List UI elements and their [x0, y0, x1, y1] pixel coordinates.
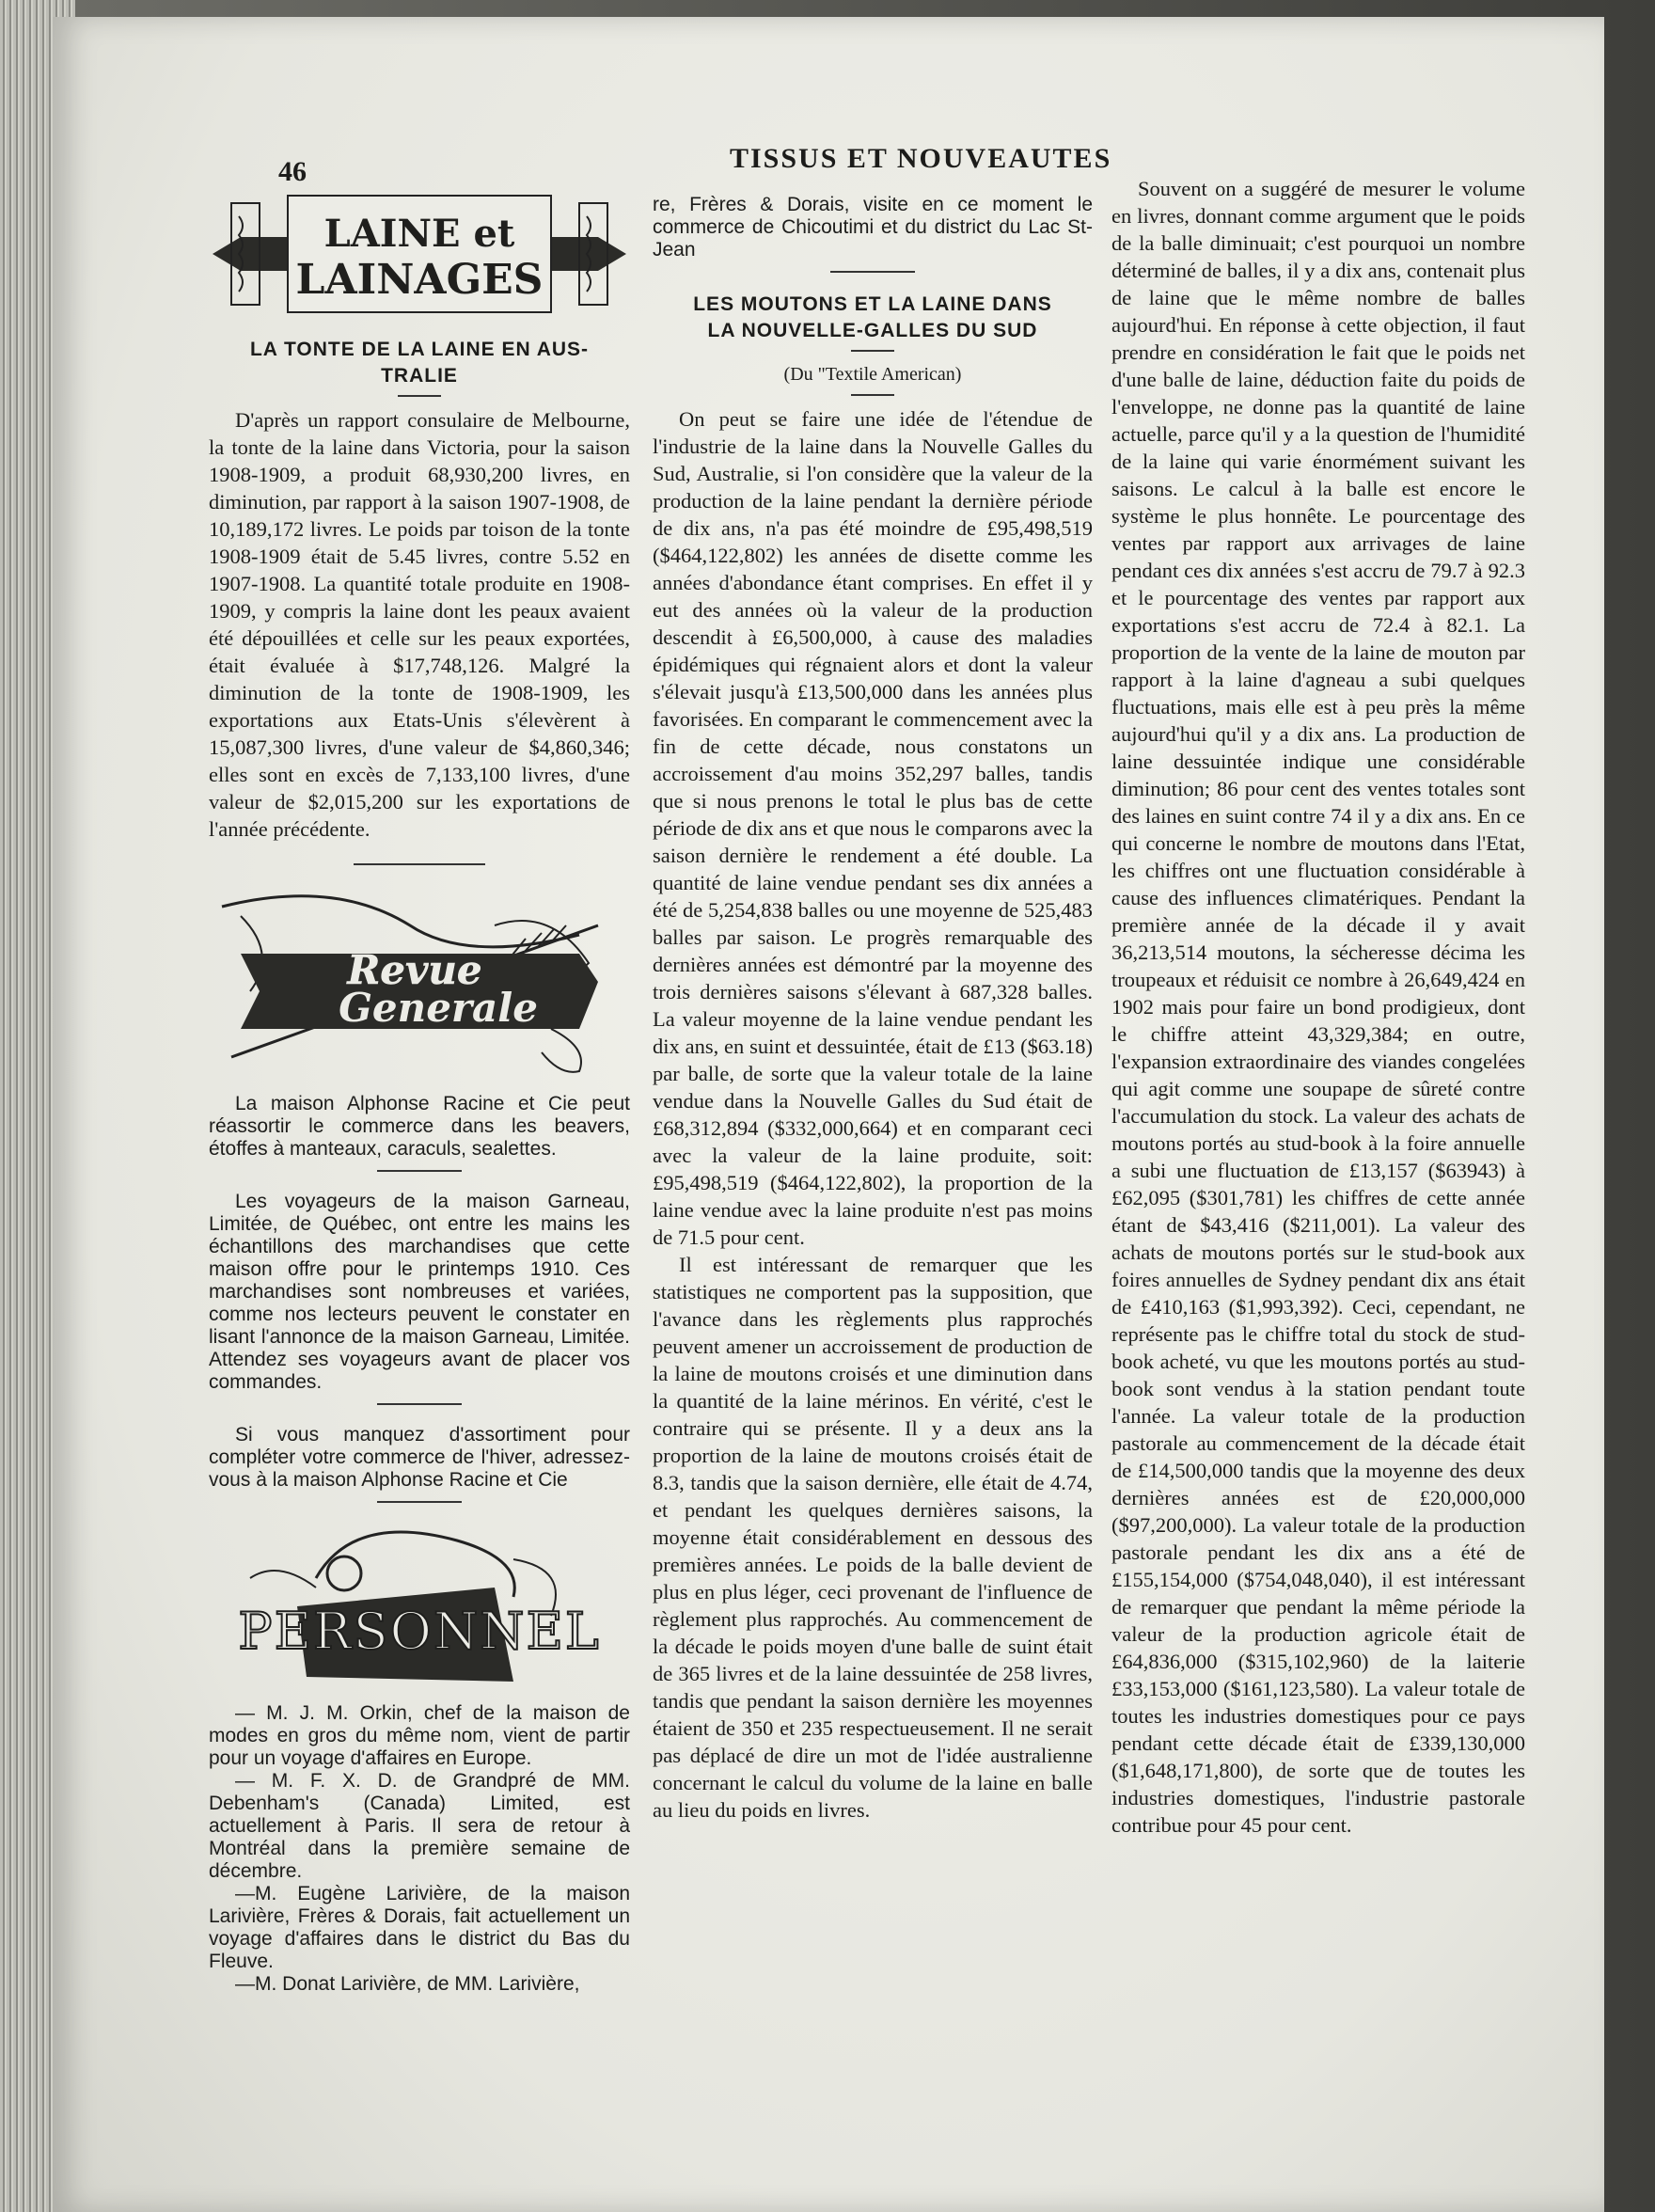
revue-generale-section [209, 1093, 630, 1503]
rule [354, 863, 485, 865]
running-head: TISSUS ET NOUVEAUTES [730, 143, 1112, 174]
personnel-item: —M. Eugène Larivière, de la maison Larivière, Frères & Dorais, fait actuellement un voyage d'affaires dans le district du Bas du Fleuve. [209, 1883, 630, 1972]
revue-item: Si vous manquez d'assortiment pour compléter votre commerce de l'hiver, adressez-vous à la maison Alphonse Racine et Cie [209, 1424, 630, 1491]
continuation-larivière [653, 194, 1093, 261]
rule [851, 394, 894, 396]
banner-laine-line2: LAINAGES [295, 256, 544, 304]
headline-moutons-line2: LA NOUVELLE-GALLES DU SUD [707, 320, 1038, 341]
rule [377, 1403, 462, 1405]
rule [398, 395, 441, 397]
rule [851, 350, 894, 352]
personnel-item: — M. J. M. Orkin, chef de la maison de modes en gros du même nom, vient de partir pour un voyage d'affaires en Europe. [209, 1702, 630, 1769]
rule [377, 1501, 462, 1503]
article-moutons-p3: Souvent on a suggéré de mesurer le volume en livres, donnant comme argument que le poids de la balle diminuait; c'est pourquoi un nombre déterminé de balles, il y a dix ans, contenait plus de laine que le même nombre de balles aujourd'hui. En réponse à cette objection, il faut prendre en considération le fait que le poids net d'une balle de laine, déduction faite du poids de l'enveloppe, ne donne pas la quantité de laine actuelle, parce qu'il y a la question de l'humidité de la laine qui varie énormément suivant les saisons. Le calcul à la balle est encore le système le plus honnête. Le pourcentage des ventes par rapport aux arrivages de laine pendant ces dix années s'est accru de 79.7 à 92.3 et le pourcentage des ventes par rapport aux exportations s'est accru de 72.4 à 82.1. La proportion de la vente de la laine de mouton par rapport à la laine d'agneau a subi quelques fluctuations, mais elle est à peu près la même aujourd'hui qu'il y a dix ans. La production de laine dessuintée indique une considérable diminution; 86 pour cent des ventes totales sont des laines en suint contre 74 il y a dix ans. En ce qui concerne le nombre de moutons dans l'Etat, les chiffres ont une fluctuation considérable à cause des influences climatériques. Pendant la première année de la décade il y avait 36,213,514 moutons, la sécheresse décima les troupeaux et réduisit ce nombre à 26,649,424 en 1902 mais pour faire un bond prodigieux, dont le chiffre atteint 43,329,384; en outre, l'expansion extraordinaire des viandes congelées qui agit comme une soupape de sûreté contre l'accumulation du stock. La valeur des achats de moutons portés au stud-book à la foire annuelle a subi une fluctuation de £13,157 ($63943) à £62,095 ($301,781) les chiffres de cette année étant de $43,416 ($211,001). La valeur des achats de moutons portés sur le stud-book aux foires annuelles de Sydney pendant dix ans était de £410,163 ($1,993,392). Ceci, cependant, ne représente pas le chiffre total du stock de stud-book acheté, vu que les moutons portés au stud-book sont vendus à la station pendant toute l'année. La valeur totale de la production pastorale au commencement de la décade était de £14,500,000 tandis que la moyenne des deux dernières années est de £20,000,000 ($97,200,000). La valeur totale de la production pastorale pendant les dix ans a été de £155,154,000 ($754,048,040), il est intéressant de remarquer que pendant la même période la valeur de la production agricole était de £64,836,000 ($315,102,960) de la laiterie £33,153,000 ($161,123,580). La valeur totale de toutes les industries domestiques pour ce pays pendant cette décade était de £339,130,000 ($1,648,171,800), de sorte que de toutes les industries domestiques, l'industrie pastorale contribue pour 45 pour cent. [1111, 177, 1525, 1837]
column-1 [209, 188, 630, 1996]
personnel-section [209, 1702, 630, 1996]
personnel-banner [213, 1522, 626, 1691]
column-3 [1111, 175, 1525, 1839]
article-moutons-p2: Il est intéressant de remarquer que les statistiques ne comportent pas la supposition, que l'avance dans les règlements plus rapprochés peuvent amener un accroissement de production de la laine de moutons croisés et une diminution dans la quantité de la laine mérinos. En vérité, c'est le contraire qui se présente. Il y a deux ans la proportion de la laine de moutons croisés était de 8.3, tandis que la saison dernière, elle était de 4.74, et pendant les quelques dernières saisons, la moyenne était considérablement en dessous des premières années. Le poids de la balle devient de plus en plus léger, ceci provenant de l'influence de règlement plus rapprochés. Au commencement de la décade le poids moyen d'une balle de suint était de 365 livres et de la laine dessuintée de 258 livres, tandis que pendant la saison dernière les moyennes étaient de 350 et 235 respectueusement. Il ne serait pas déplacé de dire un mot de l'idée australienne concernant le calcul du volume de la laine en balle au lieu du poids en livres. [653, 1253, 1093, 1822]
laine-et-lainages-banner [213, 188, 626, 320]
headline-tonte-line1: LA TONTE DE LA LAINE EN AUS- [249, 339, 590, 360]
article-tonte: D'après un rapport consulaire de Melbourne, la tonte de la laine dans Victoria, pour la saison 1908-1909, a produit 68,930,200 livres, en diminution, par rapport à la saison 1907-1908, de 10,189,172 livres. Le poids par toison de la tonte 1908-1909 était de 5.45 livres, contre 5.52 en 1907-1908. La quantité totale produite en 1908-1909, y compris la laine dont les peaux avaient été dépouillées et celle sur les peaux exportées, était évaluée à $17,748,126. Malgré la diminution de la tonte de 1908-1909, les exportations aux Etats-Unis s'élevèrent à 15,087,300 livres, d'une valeur de $4,860,346; elles sont en excès de 7,133,100 livres, d'une valeur de $2,015,200 sur les exportations de l'année précédente. [209, 408, 630, 841]
headline-moutons-line1: LES MOUTONS ET LA LAINE DANS [693, 293, 1052, 315]
page-number: 46 [278, 156, 307, 187]
article-moutons-p1: On peut se faire une idée de l'étendue de l'industrie de la laine dans la Nouvelle Galles du Sud, Australie, si l'on considère que la valeur de la production de la laine pendant la dernière période de dix ans, n'a pas été moindre de £95,498,519 ($464,122,802) les années de disette comme les années d'abondance étant comprises. En effet il y eut des années où la valeur de la production descendit à £6,500,000, à cause des maladies épidémiques qui régnaient alors et dont la valeur s'élevait jusqu'à £13,500,000 dans les années plus favorisées. En comparant le commencement avec la fin de cette décade, nous constatons un accroissement d'au moins 352,297 balles, tandis que si nous prenons le total le plus bas de cette période de dix ans et que nous le comparons avec la saison dernière le rendement a été double. La quantité de laine vendue pendant ses dix années a été de 5,254,838 balles ou une moyenne de 525,483 balles par saison. Le progrès remarquable des dernières années est démontré par la moyenne des trois dernières saisons s'élevant à 687,328 balles. La valeur moyenne de la laine vendue pendant les dix ans, en suint et dessuintée, était de £13 ($63.18) par balle, de sorte que la valeur totale de la laine vendue dans la Nouvelle Galles du Sud était de £68,312,894 ($332,000,664) et en comparant ceci avec la valeur de la laine produite, soit: £95,498,519 ($464,122,802), la proportion de la laine vendue avec la laine produite n'est pas moins de 71.5 pour cent. [653, 407, 1093, 1249]
banner-revue-line1: Revue [347, 947, 482, 993]
revue-item: Les voyageurs de la maison Garneau, Limitée, de Québec, ont entre les mains les échantillons des marchandises que cette maison offre pour le printemps 1910. Ces marchandises sont nombreuses et variées, comme nos lecteurs peuvent le constater en lisant l'annonce de la maison Garneau, Limitée. Attendez ses voyageurs avant de placer vos commandes. [209, 1191, 630, 1393]
banner-revue-line2: Generale [339, 985, 538, 1031]
continuation-text: re, Frères & Dorais, visite en ce moment le commerce de Chicoutimi et du district du Lac St-Jean [653, 194, 1093, 261]
banner-laine-line1: LAINE et [323, 212, 515, 256]
personnel-item: — M. F. X. D. de Grandpré de MM. Debenham's (Canada) Limited, est actuellement à Paris. Il sera de retour à Montréal dans la première semaine de décembre. [209, 1770, 630, 1882]
revue-generale-banner [213, 888, 626, 1076]
source-line: (Du "Textile American) [783, 364, 962, 385]
banner-personnel-text: PERSONNEL [238, 1602, 601, 1661]
rule [830, 271, 915, 273]
column-2 [653, 194, 1093, 1824]
revue-item: La maison Alphonse Racine et Cie peut réassortir le commerce dans les beavers, étoffes à manteaux, caraculs, sealettes. [209, 1093, 630, 1160]
headline-tonte-line2: TRALIE [381, 365, 458, 387]
rule [377, 1170, 462, 1172]
personnel-item: —M. Donat Larivière, de MM. Larivière, [235, 1973, 580, 1995]
